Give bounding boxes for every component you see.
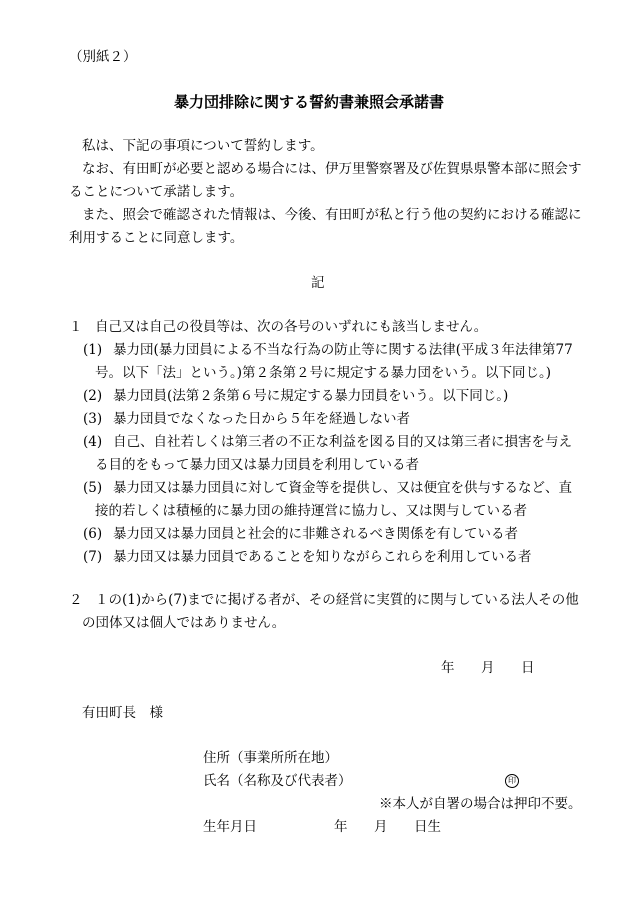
item-number: (5) bbox=[83, 480, 103, 496]
item-line: 暴力団又は暴力団員であることを知りながらこれらを利用している者 bbox=[113, 549, 532, 565]
seal-mark-icon bbox=[505, 773, 519, 788]
item-number: (2) bbox=[83, 388, 103, 404]
item-line: 暴力団員でなくなった日から５年を経過しない者 bbox=[113, 411, 410, 427]
section2-number: ２ bbox=[69, 592, 83, 608]
item-line: 自己、自社若しくは第三者の不正な利益を図る目的又は第三者に損害を与え bbox=[113, 434, 572, 450]
document-title: 暴力団排除に関する誓約書兼照会承諾書 bbox=[174, 93, 445, 111]
item-line-cont: 接的若しくは積極的に暴力団の維持運営に協力し、又は関与している者 bbox=[95, 503, 527, 519]
item-line: 暴力団又は暴力団員と社会的に非難されるべき関係を有している者 bbox=[113, 526, 518, 542]
section2-line1: １の(1)から(7)までに掲げる者が、その経営に実質的に関与している法人その他 bbox=[95, 592, 579, 608]
intro-consent-line1: なお、有田町が必要と認める場合には、伊万里警察署及び佐賀県県警本部に照会す bbox=[82, 161, 582, 177]
date-month: 月 bbox=[481, 660, 495, 676]
section1-number: １ bbox=[69, 319, 83, 335]
item-line-cont: る目的をもって暴力団又は暴力団員を利用している者 bbox=[95, 457, 419, 473]
attachment-label: （別紙２） bbox=[69, 49, 137, 65]
section1-text: 自己又は自己の役員等は、次の各号のいずれにも該当しません。 bbox=[95, 319, 488, 335]
seal-text: 印 bbox=[505, 774, 519, 788]
item-number: (4) bbox=[83, 434, 103, 450]
intro-pledge: 私は、下記の事項について誓約します。 bbox=[82, 138, 324, 154]
item-line-cont: 号。以下「法」という。)第２条第２号に規定する暴力団をいう。以下同じ。) bbox=[95, 365, 552, 381]
name-label: 氏名（名称及び代表者） bbox=[203, 773, 352, 789]
dob-month: 月 bbox=[374, 819, 388, 835]
intro-consent-line2: ることについて承諾します。 bbox=[69, 184, 244, 200]
ki-heading: 記 bbox=[311, 275, 325, 291]
date-day: 日 bbox=[521, 660, 535, 676]
dob-day: 日生 bbox=[414, 819, 441, 835]
item-number: (3) bbox=[83, 411, 103, 427]
dob-year: 年 bbox=[334, 819, 348, 835]
address-label: 住所（事業所所在地） bbox=[203, 750, 338, 766]
section2-line2: の団体又は個人ではありません。 bbox=[82, 615, 286, 631]
intro-agreement-line1: また、照会で確認された情報は、今後、有田町が私と行う他の契約における確認に bbox=[82, 207, 582, 223]
addressee: 有田町長 様 bbox=[82, 705, 163, 721]
dob-label: 生年月日 bbox=[203, 819, 257, 835]
seal-note: ※本人が自署の場合は押印不要。 bbox=[379, 796, 582, 812]
item-line: 暴力団員(法第２条第６号に規定する暴力団員をいう。以下同じ。) bbox=[113, 388, 509, 404]
date-year: 年 bbox=[441, 660, 455, 676]
item-number: (1) bbox=[83, 342, 103, 358]
item-line: 暴力団(暴力団員による不当な行為の防止等に関する法律(平成３年法律第77 bbox=[113, 342, 573, 358]
item-number: (6) bbox=[83, 526, 103, 542]
intro-agreement-line2: 利用することに同意します。 bbox=[69, 230, 244, 246]
item-line: 暴力団又は暴力団員に対して資金等を提供し、又は便宜を供与するなど、直 bbox=[113, 480, 572, 496]
item-number: (7) bbox=[83, 549, 103, 565]
